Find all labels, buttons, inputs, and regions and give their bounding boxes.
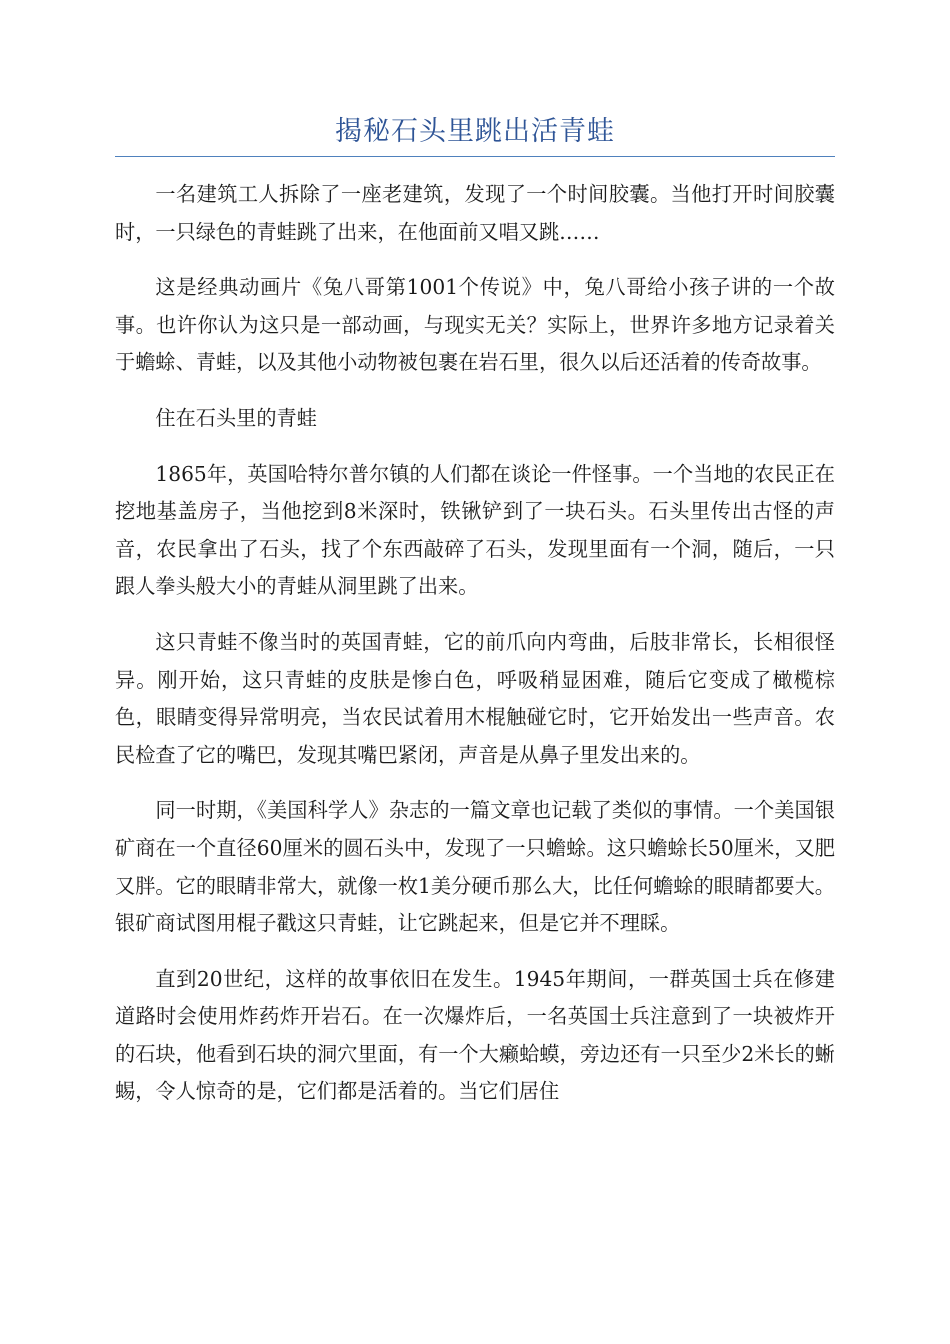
section-heading: 住在石头里的青蛙 xyxy=(155,405,317,430)
paragraph-2: 这是经典动画片《兔八哥第1001个传说》中，兔八哥给小孩子讲的一个故事。也许你认为这只是一部动画，与现实无关？实际上，世界许多地方记录着关于蟾蜍、青蛙，以及其他小动物被包裹在岩石里，很久以后还活着的传奇故事。 xyxy=(115,275,835,375)
paragraph-3: 1865年，英国哈特尔普尔镇的人们都在谈论一件怪事。一个当地的农民正在挖地基盖房子，当他挖到8米深时，铁锹铲到了一块石头。石头里传出古怪的声音，农民拿出了石头，找了个东西敲碎了石头，发现里面有一个洞，随后，一只跟人拳头般大小的青蛙从洞里跳了出来。 xyxy=(115,461,835,599)
page-title: 揭秘石头里跳出活青蛙 xyxy=(335,116,615,147)
paragraph-6: 直到20世纪，这样的故事依旧在发生。1945年期间，一群英国士兵在修建道路时会使用炸药炸开岩石。在一次爆炸后，一名英国士兵注意到了一块被炸开的石块，他看到石块的洞穴里面，有一个大癞蛤蟆，旁边还有一只至少2米长的蜥蜴，令人惊奇的是，它们都是活着的。当它们居住 xyxy=(115,966,835,1104)
title-block xyxy=(115,112,835,157)
paragraph-5: 同一时期，《美国科学人》杂志的一篇文章也记载了类似的事情。一个美国银矿商在一个直径60厘米的圆石头中，发现了一只蟾蜍。这只蟾蜍长50厘米，又肥又胖。它的眼睛非常大，就像一枚1美分硬币那么大，比任何蟾蜍的眼睛都要大。银矿商试图用棍子戳这只青蛙，让它跳起来，但是它并不理睬。 xyxy=(115,798,835,936)
document-body xyxy=(115,176,835,1129)
paragraph-4: 这只青蛙不像当时的英国青蛙，它的前爪向内弯曲，后肢非常长，长相很怪异。刚开始，这只青蛙的皮肤是惨白色，呼吸稍显困难，随后它变成了橄榄棕色，眼睛变得异常明亮，当农民试着用木棍触碰它时，它开始发出一些声音。农民检查了它的嘴巴，发现其嘴巴紧闭，声音是从鼻子里发出来的。 xyxy=(115,629,835,767)
paragraph-1: 一名建筑工人拆除了一座老建筑，发现了一个时间胶囊。当他打开时间胶囊时，一只绿色的青蛙跳了出来，在他面前又唱又跳…… xyxy=(115,182,835,244)
